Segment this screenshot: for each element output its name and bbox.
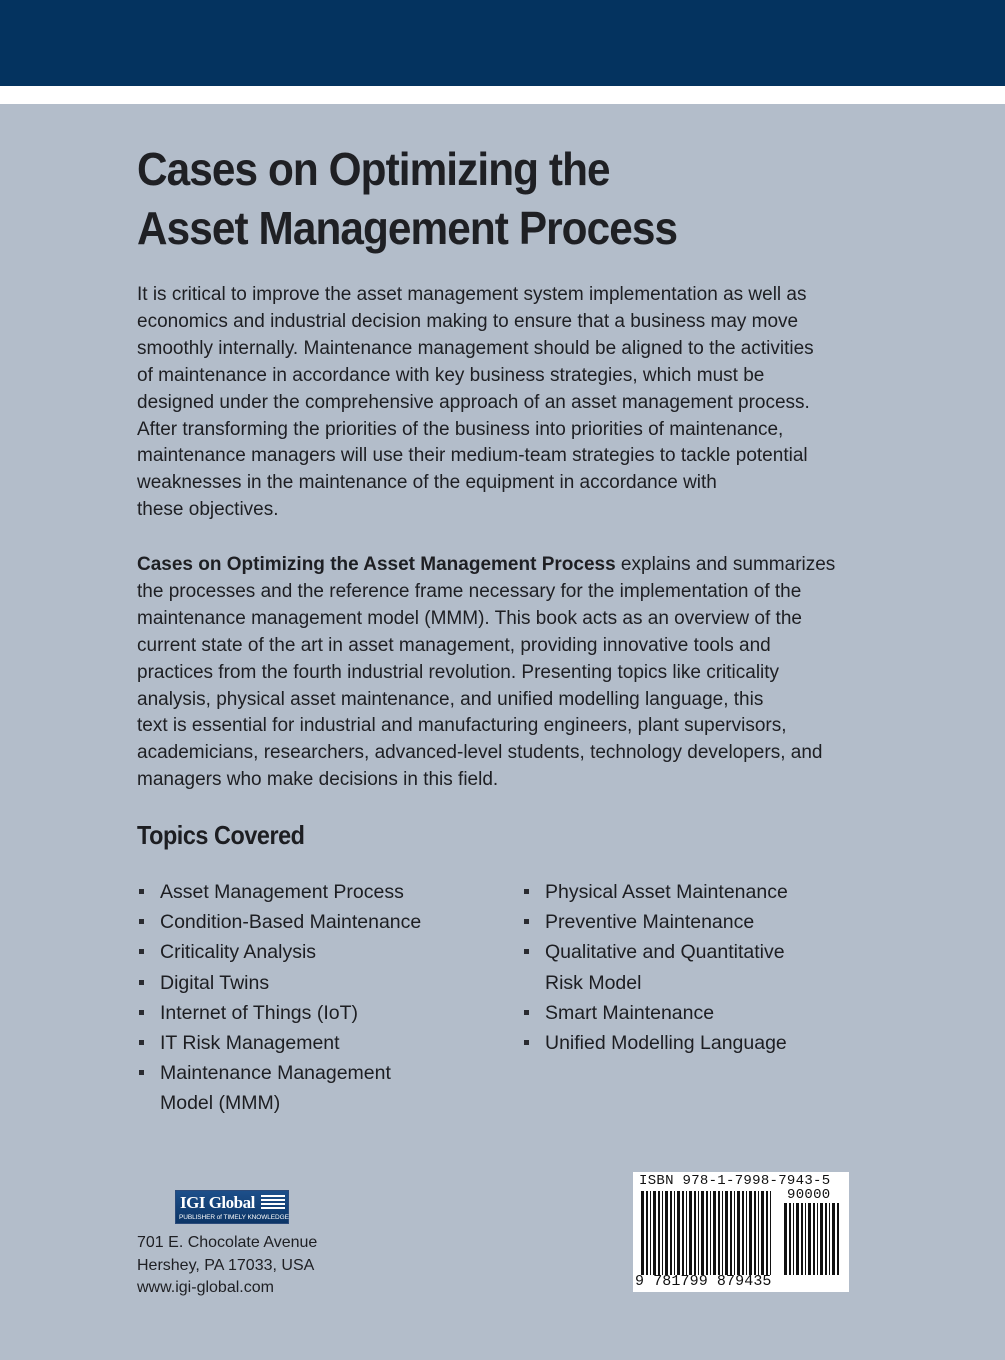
barcode-bar <box>653 1191 656 1275</box>
barcode-bar <box>698 1191 699 1275</box>
paragraph-line: smoothly internally. Maintenance management should be aligned to the activities <box>137 337 814 359</box>
topic-label: Criticality Analysis <box>160 941 317 964</box>
square-bullet-icon <box>524 949 529 954</box>
topic-item <box>137 937 507 967</box>
book-title-line-1: Cases on Optimizing the <box>137 143 610 195</box>
description-paragraph-2 <box>137 552 897 794</box>
barcode-bar <box>758 1191 759 1275</box>
barcode-bar <box>784 1203 787 1275</box>
barcode-bar <box>737 1191 740 1275</box>
igi-global-logo <box>175 1190 289 1224</box>
barcode-bar <box>813 1203 815 1275</box>
barcode-bar <box>742 1191 744 1275</box>
topic-label: Risk Model <box>545 971 642 994</box>
paragraph-line: the processes and the reference frame necessary for the implementation of the <box>137 580 802 602</box>
topics-list-left <box>137 877 507 1119</box>
barcode-bar <box>817 1203 818 1275</box>
white-divider-band <box>0 86 1005 104</box>
topic-item <box>522 998 902 1028</box>
topic-label: Digital Twins <box>160 971 270 994</box>
barcode-bar <box>837 1203 839 1275</box>
barcode-bar <box>677 1191 680 1275</box>
topic-item <box>522 907 902 937</box>
logo-wordmark: IGI Global <box>180 1193 255 1212</box>
square-bullet-icon <box>524 1010 529 1015</box>
square-bullet-icon <box>524 889 529 894</box>
book-title <box>137 140 873 258</box>
topic-label: Model (MMM) <box>160 1092 281 1115</box>
barcode-bar <box>665 1191 668 1275</box>
barcode-bar <box>749 1191 752 1275</box>
isbn-barcode <box>633 1172 849 1292</box>
square-bullet-icon <box>139 889 144 894</box>
paragraph-line: these objectives. <box>137 499 279 521</box>
square-bullet-icon <box>139 980 144 985</box>
paragraph-line: of maintenance in accordance with key business strategies, which must be <box>137 364 765 386</box>
logo-stripes-icon <box>261 1195 285 1209</box>
paragraph-line: academicians, researchers, advanced-level students, technology developers, and <box>137 742 823 764</box>
barcode-bar <box>689 1191 692 1275</box>
barcode-bar <box>789 1203 791 1275</box>
topic-label: Asset Management Process <box>160 881 404 903</box>
barcode-bar <box>646 1191 648 1275</box>
barcode-bar <box>706 1191 708 1275</box>
paragraph-line: practices from the fourth industrial revolution. Presenting topics like criticality <box>137 661 780 683</box>
paragraph-line: It is critical to improve the asset management system implementation as well as <box>137 284 807 305</box>
topic-label: Unified Modelling Language <box>545 1032 787 1055</box>
square-bullet-icon <box>139 1040 144 1045</box>
topic-label: Preventive Maintenance <box>545 911 755 934</box>
barcode-bar <box>713 1191 716 1275</box>
topic-item <box>522 937 902 997</box>
barcode-bar <box>682 1191 684 1275</box>
square-bullet-icon <box>139 949 144 954</box>
topic-label: Smart Maintenance <box>545 1001 715 1024</box>
topic-label: Maintenance Management <box>160 1062 391 1085</box>
barcode-addon-bars <box>783 1203 843 1275</box>
paragraph-line: weaknesses in the maintenance of the equipment in accordance with <box>137 472 717 494</box>
logo-tagline: PUBLISHER of TIMELY KNOWLEDGE <box>179 1214 289 1221</box>
paragraph-line: text is essential for industrial and manufacturing engineers, plant supervisors, <box>137 715 787 737</box>
square-bullet-icon <box>139 1010 144 1015</box>
barcode-addon-code: 90000 <box>787 1187 831 1203</box>
barcode-bar <box>686 1191 687 1275</box>
top-color-band <box>0 0 1005 86</box>
barcode-bar <box>670 1191 672 1275</box>
barcode-bar <box>766 1191 768 1275</box>
topic-item <box>137 877 507 907</box>
paragraph-line: maintenance management model (MMM). This book acts as an overview of the <box>137 607 802 629</box>
topic-item <box>137 1058 507 1118</box>
barcode-bar <box>761 1191 764 1275</box>
barcode-main-bars <box>640 1191 774 1275</box>
barcode-bar <box>829 1203 830 1275</box>
book-title-line-2: Asset Management Process <box>137 202 678 254</box>
barcode-bar <box>722 1191 723 1275</box>
paragraph-line <box>137 552 897 579</box>
isbn-label: ISBN 978-1-7998-7943-5 <box>639 1173 831 1189</box>
barcode-bar <box>805 1203 806 1275</box>
barcode-bar <box>754 1191 756 1275</box>
square-bullet-icon <box>139 1070 144 1075</box>
book-title-inline-bold: Cases on Optimizing the Asset Management Process <box>137 554 616 575</box>
paragraph-line: analysis, physical asset maintenance, and unified modelling language, this <box>137 688 764 710</box>
topic-label: IT Risk Management <box>160 1032 340 1055</box>
barcode-bar <box>793 1203 794 1275</box>
barcode-bar <box>796 1203 799 1275</box>
topic-label: Internet of Things (IoT) <box>160 1001 358 1024</box>
barcode-bar <box>662 1191 663 1275</box>
square-bullet-icon <box>524 1040 529 1045</box>
barcode-bar <box>674 1191 675 1275</box>
ean-digits: 9 781799 879435 <box>635 1273 772 1290</box>
square-bullet-icon <box>139 919 144 924</box>
topic-item <box>137 907 507 937</box>
barcode-bar <box>701 1191 704 1275</box>
topic-item <box>137 1028 507 1058</box>
barcode-bar <box>801 1203 803 1275</box>
paragraph-line: current state of the art in asset management, providing innovative tools and <box>137 634 771 656</box>
paragraph-line: After transforming the priorities of the business into priorities of maintenance, <box>137 418 784 440</box>
publisher-address <box>137 1232 317 1300</box>
barcode-bar <box>820 1203 823 1275</box>
address-city: Hershey, PA 17033, USA <box>137 1256 315 1274</box>
paragraph-line: designed under the comprehensive approach of an asset management process. <box>137 391 810 413</box>
address-street: 701 E. Chocolate Avenue <box>137 1234 318 1251</box>
barcode-bar <box>770 1191 771 1275</box>
topic-label: Physical Asset Maintenance <box>545 881 788 903</box>
barcode-bar <box>808 1203 811 1275</box>
topic-label: Qualitative and Quantitative <box>545 941 785 964</box>
topic-item <box>137 998 507 1028</box>
barcode-bar <box>641 1191 644 1275</box>
barcode-bar <box>725 1191 728 1275</box>
barcode-bar <box>825 1203 827 1275</box>
topics-list-right <box>522 877 902 1058</box>
barcode-bar <box>650 1191 651 1275</box>
barcode-bar <box>730 1191 732 1275</box>
barcode-bar <box>658 1191 660 1275</box>
barcode-bar <box>734 1191 735 1275</box>
topic-label: Condition-Based Maintenance <box>160 911 422 934</box>
paragraph-line: maintenance managers will use their medium-team strategies to tackle potential <box>137 445 808 467</box>
barcode-bar <box>694 1191 696 1275</box>
barcode-bar <box>710 1191 711 1275</box>
description-paragraph-1 <box>137 282 897 524</box>
topics-heading: Topics Covered <box>137 820 305 850</box>
barcode-bar <box>718 1191 720 1275</box>
paragraph-line-rest: explains and summarizes <box>615 554 836 575</box>
paragraph-line: economics and industrial decision making to ensure that a business may move <box>137 310 799 332</box>
topic-item <box>522 1028 902 1058</box>
publisher-website: www.igi-global.com <box>137 1279 274 1296</box>
barcode-bar <box>746 1191 747 1275</box>
square-bullet-icon <box>524 919 529 924</box>
topic-item <box>137 968 507 998</box>
barcode-bar <box>832 1203 835 1275</box>
paragraph-line: managers who make decisions in this field. <box>137 769 499 791</box>
topic-item <box>522 877 902 907</box>
